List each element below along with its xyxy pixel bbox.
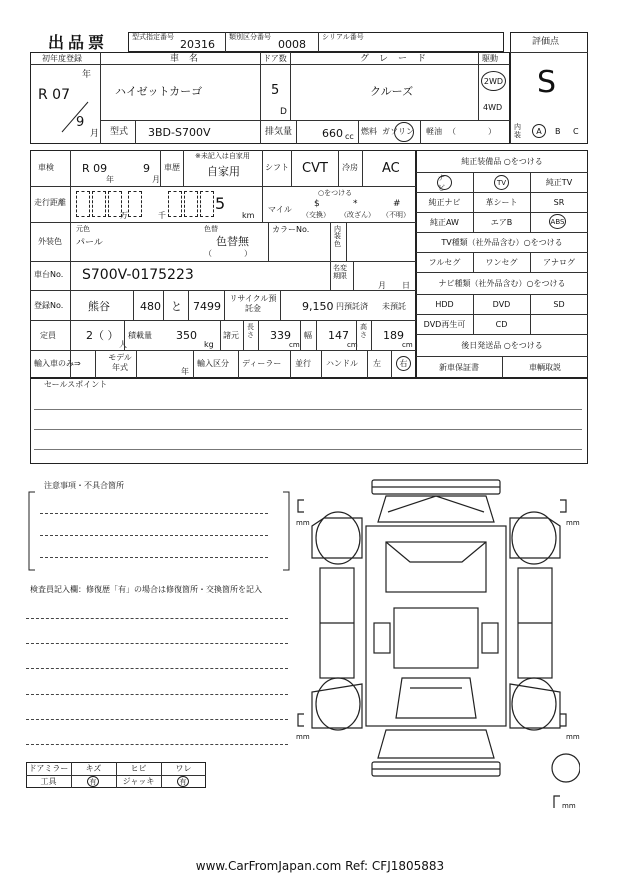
navi-hdd: HDD	[435, 299, 454, 309]
capacity-value: 2（ ）	[86, 329, 119, 342]
navi-sd: SD	[553, 299, 565, 309]
equip-leather: 革シート	[485, 197, 518, 207]
history-note: ※未記入は自家用	[195, 152, 250, 160]
equip-abs-circle: ABS	[549, 214, 566, 229]
mileage-unit: km	[242, 211, 255, 220]
inspection-label: 車検	[38, 163, 54, 172]
tv-analog: アナログ	[543, 257, 575, 267]
length-label: 長さ	[247, 323, 254, 339]
displacement-unit: cc	[345, 132, 354, 141]
sales-point-box	[30, 378, 588, 464]
inspection-month-unit: 月	[152, 175, 160, 184]
model-cert-value: 20316	[180, 38, 215, 51]
later-warranty: 新車保証書	[439, 362, 479, 372]
displacement-label: 排気量	[265, 127, 293, 137]
doors-suffix: D	[280, 107, 287, 117]
inspection-value: R 09	[82, 162, 108, 175]
import-label: 輸入車のみ⇒	[34, 359, 81, 368]
equip-tv-circle: TV	[494, 175, 509, 190]
model-year-unit: 年	[181, 367, 189, 376]
registration-place: 熊谷	[88, 300, 110, 313]
mileage-man: 万	[120, 211, 128, 220]
first-reg-year-unit: 年	[82, 70, 92, 80]
navi-title: ナビ種類（社外品含む）○をつける	[438, 278, 566, 288]
acc-jack-present: 有	[177, 776, 189, 787]
interior-c: C	[573, 127, 579, 136]
class-value: 0008	[278, 38, 306, 51]
name-change-day-unit: 日	[402, 281, 410, 290]
mileage-unknown-mark: #	[393, 199, 401, 209]
first-reg-month: 9	[76, 115, 85, 130]
navi-cd: CD	[495, 319, 508, 329]
car-name-value: ハイゼットカーゴ	[115, 85, 203, 98]
import-dealer: ディーラー	[242, 359, 282, 368]
fuel-paren: （ ）	[448, 127, 496, 136]
fuel-label: 燃料	[361, 127, 377, 136]
sales-point-label: セールスポイント	[44, 380, 108, 389]
color-change-value: 色替無	[216, 235, 249, 248]
car-damage-diagram	[290, 478, 580, 808]
load-unit: kg	[204, 340, 214, 349]
color-orig-label: 元色	[76, 225, 90, 233]
width-label: 幅	[304, 331, 312, 340]
displacement-value: 660	[322, 127, 343, 140]
detail-block	[30, 150, 416, 378]
score-value: S	[537, 65, 557, 100]
width-cm: cm	[347, 341, 358, 349]
acc-h-crack: ヒビ	[130, 764, 147, 773]
chassis-value: S700V-0175223	[82, 267, 194, 283]
mileage-altered: （改ざん）	[340, 211, 375, 219]
load-label: 積載量	[128, 331, 152, 340]
diagram-mm-fl: mm	[296, 519, 310, 527]
first-reg-era: R 07	[38, 87, 70, 103]
inspector-label: 検査員記入欄：修復歴「有」の場合は修復箇所・交換箇所を記入	[30, 585, 262, 594]
equip-sr: SR	[553, 197, 565, 207]
registration-label: 登録No.	[34, 301, 64, 310]
model-type-value: 3BD-S700V	[148, 126, 211, 139]
load-value: 350	[176, 329, 197, 342]
drive-label: 駆動	[482, 54, 498, 63]
acc-h-scratch: キズ	[85, 764, 102, 773]
mileage-exchange-mark: $	[314, 199, 320, 209]
history-value: 自家用	[207, 165, 240, 178]
length-cm: cm	[289, 341, 300, 349]
registration-class: 480	[140, 300, 161, 313]
fuel-diesel: 軽油	[426, 127, 442, 136]
equipment-title: 純正装備品 ○をつける	[461, 156, 543, 166]
mileage-altered-mark: *	[353, 199, 358, 209]
color-label: 外装色	[38, 237, 62, 246]
interior-b: B	[555, 127, 561, 136]
name-change-month-unit: 月	[378, 281, 386, 290]
handle-right-circle: 右	[396, 356, 411, 371]
mile-label: マイル	[268, 205, 292, 214]
equip-genuine-tv: 純正TV	[545, 177, 573, 187]
car-name-label: 車名	[170, 54, 209, 64]
later-title: 後日発送品 ○をつける	[461, 340, 543, 350]
drive-2wd-circle: 2WD	[481, 71, 506, 91]
class-label: 類別区分番号	[229, 33, 271, 41]
footer-watermark: www.CarFromJapan.com Ref: CFJ1805883	[195, 859, 445, 873]
diagram-mm-spare: mm	[562, 802, 576, 810]
notes-bracket	[25, 486, 295, 576]
recycle-label: リサイクル預託金	[229, 294, 277, 313]
mileage-unknown: （不明）	[382, 211, 410, 219]
height-cm: cm	[402, 341, 413, 349]
color-paren: （ ）	[204, 249, 252, 258]
recycle-opt: 未預託	[382, 302, 406, 311]
color-orig-value: パール	[76, 238, 103, 248]
height-value: 189	[383, 329, 404, 342]
grade-label: グレード	[360, 54, 437, 64]
shift-value: CVT	[302, 161, 328, 176]
handle-label: ハンドル	[326, 359, 358, 368]
mileage-circle-note: ○をつける	[318, 189, 353, 197]
first-reg-month-unit: 月	[90, 129, 100, 139]
serial-label: シリアル番号	[322, 33, 364, 41]
color-no-label: カラーNo.	[272, 225, 310, 234]
grade-value: クルーズ	[370, 85, 414, 98]
later-manual: 車輌取説	[529, 362, 561, 372]
acc-h-mirror: ドアミラー	[28, 764, 69, 773]
tv-oneseg: ワンセグ	[485, 257, 518, 267]
navi-dvd: DVD	[492, 299, 511, 309]
fuel-gasoline: ガソリン	[382, 127, 414, 136]
diagram-mm-rr: mm	[566, 733, 580, 741]
equip-navi-circle: ナビ	[437, 175, 452, 190]
history-label: 車歴	[164, 163, 180, 172]
acc-jack: ジャッキ	[122, 777, 155, 786]
fuel-gasoline-circle	[394, 122, 414, 142]
dim-label: 諸元	[223, 331, 239, 340]
capacity-label: 定員	[40, 331, 56, 340]
score-label: 評価点	[532, 37, 560, 47]
recycle-unit: 円預託済	[336, 302, 368, 311]
shift-label: シフト	[265, 163, 289, 172]
navi-dvd-play: DVD再生可	[423, 319, 466, 329]
inspection-month: 9	[143, 162, 150, 175]
tv-fullseg: フルセグ	[428, 257, 461, 267]
model-type-label: 型式	[110, 127, 129, 137]
drive-4wd: 4WD	[483, 103, 503, 112]
tv-title: TV種類（社外品含む）○をつける	[441, 237, 563, 247]
interior-a-circle: A	[532, 124, 546, 138]
color-change-label: 色替	[204, 225, 218, 233]
doors-value: 5	[271, 83, 280, 98]
equip-genuine-aw: 純正AW	[430, 217, 459, 227]
acc-tools: 工具	[40, 777, 57, 786]
name-change-label: 名変期限	[333, 264, 347, 280]
chassis-label: 車台No.	[34, 270, 64, 279]
first-reg-label: 初年度登録	[42, 54, 82, 63]
notes-label: 注意事項・不具合箇所	[44, 481, 124, 490]
registration-kana: と	[171, 300, 182, 313]
first-reg-slash	[60, 100, 90, 134]
acc-h-break: ワレ	[175, 764, 192, 773]
import-parallel: 並行	[295, 359, 311, 368]
inspection-year-unit: 年	[106, 175, 114, 184]
equip-genuine-navi: 純正ナビ	[428, 197, 461, 207]
registration-number: 7499	[193, 300, 221, 313]
model-cert-label: 型式指定番号	[132, 33, 174, 41]
recycle-value: 9,150	[302, 300, 334, 313]
interior-label: 内装	[514, 123, 521, 139]
ac-label: 冷房	[342, 163, 358, 172]
doors-label: ドア数	[263, 54, 287, 63]
model-year-label: モデル年式	[108, 353, 132, 372]
ac-value: AC	[382, 161, 400, 176]
capacity-unit: 人	[119, 340, 127, 349]
mileage-value: 5	[215, 194, 226, 213]
width-value: 147	[328, 329, 349, 342]
import-cat-label: 輸入区分	[197, 359, 229, 368]
acc-tools-present: 有	[87, 776, 99, 787]
diagram-mm-fr: mm	[566, 519, 580, 527]
handle-left: 左	[373, 359, 381, 368]
length-value: 339	[270, 329, 291, 342]
form-title: 出品票	[48, 33, 109, 52]
mileage-sen: 千	[158, 211, 166, 220]
mileage-exchange: （交換）	[302, 211, 330, 219]
height-label: 高さ	[360, 323, 367, 339]
equip-airbag: エアB	[490, 217, 513, 227]
mileage-label: 走行距離	[34, 198, 66, 207]
interior-color-label: 内装色	[334, 225, 341, 248]
diagram-mm-rl: mm	[296, 733, 310, 741]
